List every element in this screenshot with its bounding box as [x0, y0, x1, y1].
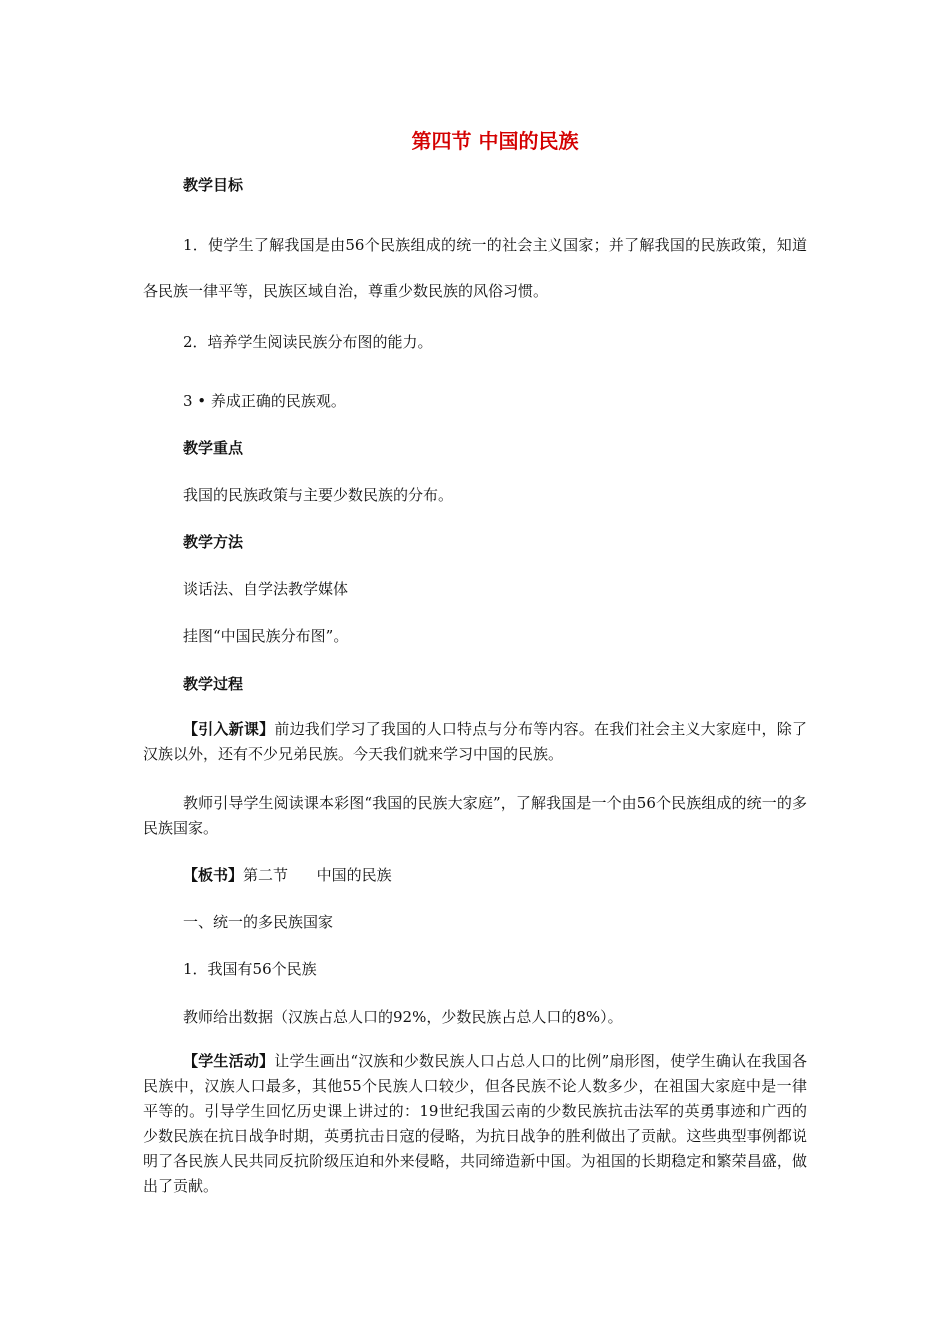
activity-tag: 【学生活动】: [183, 1052, 275, 1070]
methods-text: 谈话法、自学法教学媒体: [183, 580, 349, 598]
item-one: 1．我国有56个民族: [183, 960, 317, 978]
methods-heading: 教学方法: [183, 533, 244, 551]
board-tag: 【板书】: [183, 866, 244, 884]
section-one: 一、统一的多民族国家: [183, 913, 334, 931]
key-points-heading: 教学重点: [183, 439, 244, 457]
board-line: [183, 864, 807, 886]
page-title: 第四节 中国的民族: [411, 129, 579, 153]
process-heading: 教学过程: [183, 675, 244, 693]
objectives-heading: 教学目标: [183, 176, 244, 194]
objective-1: 1．使学生了解我国是由56个民族组成的统一的社会主义国家；并了解我国的民族政策，知道各民族一律平等，民族区域自治，尊重少数民族的风俗习惯。: [143, 236, 807, 300]
intro-paragraph: [143, 717, 807, 767]
board-text: 第二节 中国的民族: [243, 866, 392, 884]
activity-paragraph: [143, 1049, 807, 1199]
objective-2: 2．培养学生阅读民族分布图的能力。: [183, 333, 433, 351]
activity-text: 让学生画出“汉族和少数民族人口占总人口的比例”扇形图，使学生确认在我国各民族中，汉族人口最多，其他55个民族人口较少，但各民族不论人数多少，在祖国大家庭中是一律平等的。引导学生回忆历史课上讲过的：19世纪我国云南的少数民族抗击法军的英勇事迹和广西的少数民族在抗日战争时期，英勇抗击日寇的侵略，为抗日战争的胜利做出了贡献。这些典型事例都说明了各民族人民共同反抗阶级压迫和外来侵略，共同缔造新中国。为祖国的长期稳定和繁荣昌盛，做出了贡献。: [143, 1052, 807, 1195]
key-points-text: 我国的民族政策与主要少数民族的分布。: [183, 486, 454, 504]
guide-paragraph: 教师引导学生阅读课本彩图“我国的民族大家庭”，了解我国是一个由56个民族组成的统一的多民族国家。: [143, 794, 807, 837]
media-text: 挂图“中国民族分布图”。: [183, 627, 349, 645]
intro-text: 前边我们学习了我国的人口特点与分布等内容。在我们社会主义大家庭中，除了汉族以外，还有不少兄弟民族。今天我们就来学习中国的民族。: [143, 720, 807, 763]
intro-tag: 【引入新课】: [183, 720, 275, 738]
objective-3: 3 • 养成正确的民族观。: [183, 392, 346, 410]
data-text: 教师给出数据（汉族占总人口的92%，少数民族占总人口的8%）。: [183, 1008, 623, 1026]
